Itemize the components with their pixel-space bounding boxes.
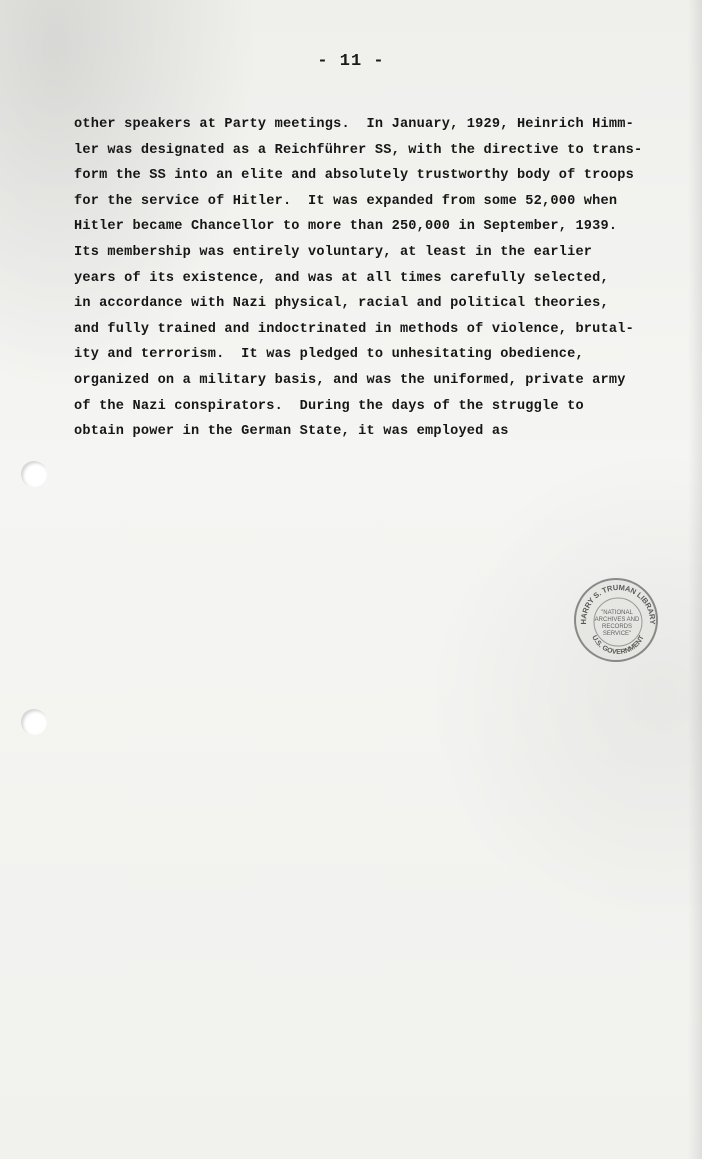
page-number: - 11 -: [317, 52, 385, 71]
stamp-bottom-text: U.S. GOVERNMENT: [590, 634, 646, 657]
stamp-center-text: [592, 610, 642, 638]
stamp-line: "NATIONAL: [601, 610, 633, 616]
text-line: Its membership was entirely voluntary, at least in the earlier: [74, 244, 593, 260]
text-line: ity and terrorism. It was pledged to unhesitating obedience,: [74, 347, 584, 363]
text-line: organized on a military basis, and was the uniformed, private army: [74, 372, 626, 388]
text-line: other speakers at Party meetings. In January, 1929, Heinrich Himm-: [74, 117, 634, 132]
text-line: years of its existence, and was at all times carefully selected,: [74, 270, 609, 286]
text-line: for the service of Hitler. It was expanded from some 52,000 when: [74, 193, 618, 209]
punch-hole-lower: [21, 709, 47, 735]
stamp-line: RECORDS: [601, 624, 632, 630]
text-line: Hitler became Chancellor to more than 250,000 in September, 1939.: [74, 219, 618, 235]
text-line: ler was designated as a Reichführer SS, with the directive to trans-: [74, 142, 643, 158]
punch-hole-upper: [21, 461, 47, 487]
stamp-line: ARCHIVES AND: [594, 617, 640, 623]
stamp-ring-text: HARRY S. TRUMAN LIBRARY: [578, 582, 658, 625]
text-line: obtain power in the German State, it was employed as: [74, 424, 509, 440]
text-line: and fully trained and indoctrinated in methods of violence, brutal-: [74, 321, 634, 337]
text-line: form the SS into an elite and absolutely trustworthy body of troops: [74, 168, 634, 184]
page-edge-shadow: [688, 0, 702, 1159]
text-line: of the Nazi conspirators. During the days of the struggle to: [74, 398, 584, 414]
stamp-line: SERVICE": [602, 631, 632, 637]
truman-library-stamp: [574, 578, 658, 662]
text-line: in accordance with Nazi physical, racial and political theories,: [74, 296, 609, 312]
body-paragraph: [74, 112, 686, 445]
